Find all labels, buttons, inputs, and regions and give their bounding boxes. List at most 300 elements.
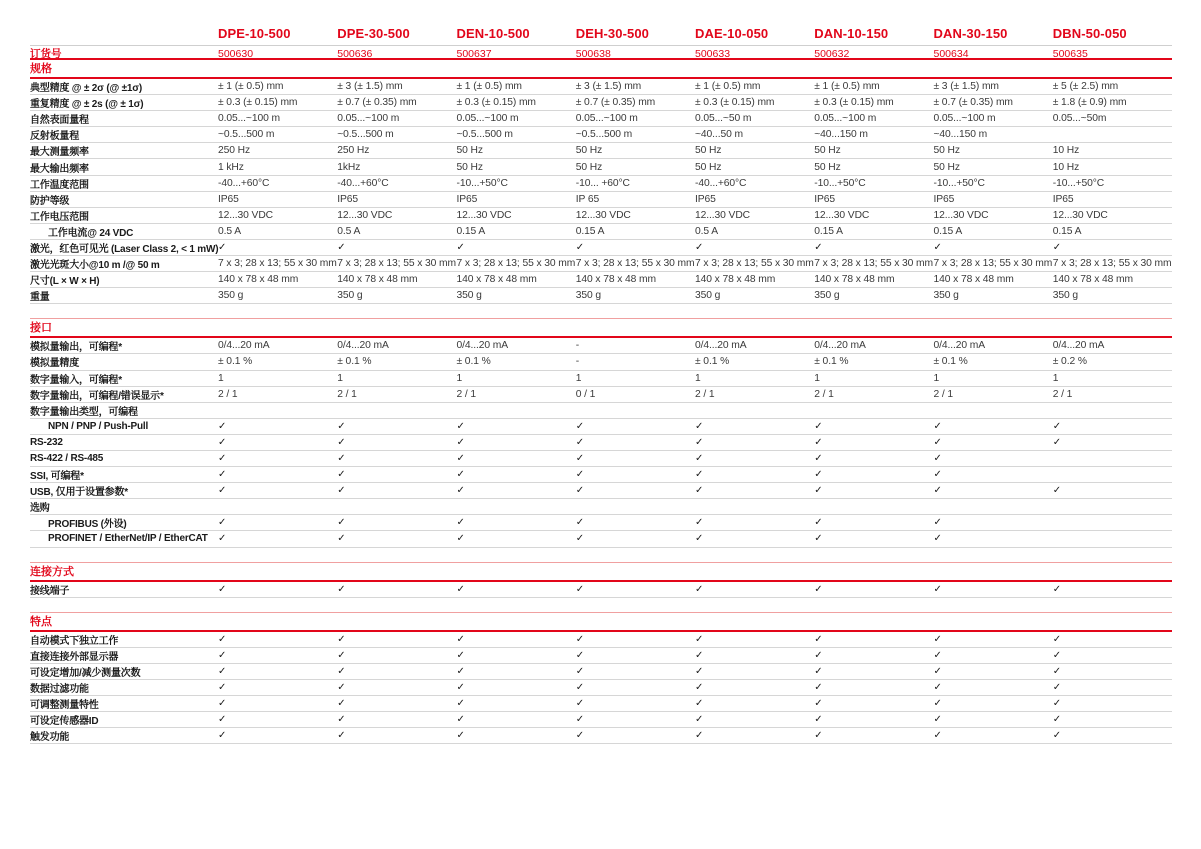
spec-comparison-table — [30, 26, 1172, 744]
check-icon: ✓ — [337, 485, 346, 497]
check-icon: ✓ — [814, 469, 823, 481]
check-icon: ✓ — [456, 485, 465, 497]
table-row — [30, 515, 1172, 531]
check-icon: ✓ — [1052, 241, 1062, 253]
check-icon: ✓ — [456, 583, 465, 595]
value-cell: 0.15 A — [1052, 225, 1082, 237]
check-icon: ✓ — [575, 485, 585, 497]
check-icon: ✓ — [456, 681, 465, 693]
check-icon: ✓ — [218, 485, 227, 497]
table-row — [30, 272, 1172, 288]
check-icon: ✓ — [337, 469, 346, 481]
table-row — [30, 680, 1172, 696]
check-icon: ✓ — [456, 453, 465, 465]
table-row — [30, 728, 1172, 744]
check-icon: ✓ — [218, 241, 227, 253]
check-icon: ✓ — [1052, 714, 1062, 726]
value-cell: 12...30 VDC — [1052, 209, 1108, 221]
value-cell: 50 Hz — [814, 161, 841, 173]
check-icon: ✓ — [337, 436, 346, 448]
product-name-header: DPE-30-500 — [337, 26, 410, 41]
value-cell: 350 g — [695, 290, 721, 302]
check-icon: ✓ — [337, 241, 346, 253]
check-icon: ✓ — [575, 583, 585, 595]
check-icon: ✓ — [695, 649, 704, 661]
value-cell: 12...30 VDC — [695, 209, 750, 221]
value-cell: ~0.5...500 m — [337, 129, 394, 141]
check-icon: ✓ — [814, 698, 823, 710]
table-row — [30, 419, 1172, 435]
order-number: 500636 — [337, 47, 373, 60]
value-cell: 250 Hz — [337, 145, 370, 157]
check-icon: ✓ — [575, 241, 585, 253]
check-icon: ✓ — [575, 420, 585, 432]
value-cell: 0.05...~50 m — [695, 113, 752, 125]
check-icon: ✓ — [1052, 681, 1062, 693]
value-cell: -10...+50°C — [814, 177, 866, 189]
check-icon: ✓ — [1052, 649, 1062, 661]
value-cell: 140 x 78 x 48 mm — [814, 274, 895, 286]
check-icon: ✓ — [1052, 633, 1062, 645]
value-cell: 1 — [456, 372, 463, 384]
value-cell: 0.15 A — [814, 225, 843, 237]
check-icon: ✓ — [575, 681, 585, 693]
check-icon: ✓ — [218, 533, 227, 545]
row-label: 接线端子 — [30, 585, 70, 597]
value-cell: 7 x 3; 28 x 13; 55 x 30 mm — [218, 258, 337, 270]
row-label: 数据过滤功能 — [30, 683, 89, 695]
check-icon: ✓ — [218, 583, 227, 595]
check-icon: ✓ — [1052, 665, 1062, 677]
value-cell: 0.05...~100 m — [218, 113, 280, 125]
check-icon: ✓ — [337, 730, 346, 742]
table-row — [30, 403, 1172, 419]
check-icon: ✓ — [695, 453, 704, 465]
value-cell: 7 x 3; 28 x 13; 55 x 30 mm — [814, 258, 933, 270]
value-cell: 350 g — [575, 290, 602, 302]
check-icon: ✓ — [814, 633, 823, 645]
value-cell: 10 Hz — [1052, 161, 1080, 173]
check-icon: ✓ — [1052, 485, 1062, 497]
value-cell: 50 Hz — [575, 145, 603, 157]
value-cell: -40...+60°C — [695, 177, 747, 189]
value-cell: 140 x 78 x 48 mm — [337, 274, 418, 286]
row-label: 工作电流@ 24 VDC — [48, 227, 134, 239]
value-cell: 0/4...20 mA — [695, 340, 747, 352]
row-label: 工作电压范围 — [30, 211, 89, 223]
order-number: 500630 — [218, 47, 254, 60]
check-icon: ✓ — [456, 730, 465, 742]
value-cell: ± 3 (± 1.5) mm — [933, 81, 999, 93]
value-cell: 140 x 78 x 48 mm — [1052, 274, 1133, 286]
value-cell: -10...+50°C — [1052, 177, 1105, 189]
table-row — [30, 176, 1172, 192]
product-name-header: DBN-50-050 — [1052, 26, 1127, 41]
value-cell: IP65 — [1052, 193, 1074, 205]
table-row — [30, 288, 1172, 304]
check-icon: ✓ — [456, 714, 465, 726]
value-cell: 350 g — [933, 290, 959, 302]
check-icon: ✓ — [575, 436, 585, 448]
row-label: 模拟量精度 — [30, 358, 79, 370]
value-cell: 1 — [695, 372, 701, 384]
value-cell: 12...30 VDC — [218, 209, 273, 221]
value-cell: 1 — [933, 372, 940, 384]
check-icon: ✓ — [933, 517, 942, 529]
check-icon: ✓ — [933, 469, 942, 481]
table-sections — [30, 60, 1172, 744]
check-icon: ✓ — [695, 517, 704, 529]
check-icon: ✓ — [695, 665, 704, 677]
row-label: 自然表面量程 — [30, 115, 89, 127]
check-icon: ✓ — [933, 583, 942, 595]
section-title: 连接方式 — [30, 563, 1172, 582]
value-cell: ± 0.7 (± 0.35) mm — [575, 97, 656, 109]
check-icon: ✓ — [337, 533, 346, 545]
value-cell: 0/4...20 mA — [337, 340, 389, 352]
check-icon: ✓ — [814, 436, 823, 448]
row-label: 激光光斑大小@10 m /@ 50 m — [30, 260, 160, 272]
value-cell: 1 — [1052, 372, 1059, 384]
value-cell: 7 x 3; 28 x 13; 55 x 30 mm — [456, 258, 576, 270]
check-icon: ✓ — [933, 730, 942, 742]
row-label: 典型精度 @ ± 2σ (@ ±1σ) — [30, 83, 143, 95]
row-label: 防护等级 — [30, 195, 70, 207]
check-icon: ✓ — [814, 420, 823, 432]
value-cell: 0/4...20 mA — [456, 340, 509, 352]
value-cell: 0.5 A — [218, 225, 241, 237]
table-row — [30, 111, 1172, 127]
value-cell: 1 — [337, 372, 343, 384]
check-icon: ✓ — [218, 681, 227, 693]
table-row — [30, 648, 1172, 664]
value-cell: ± 1 (± 0.5) mm — [456, 81, 522, 93]
check-icon: ✓ — [695, 485, 704, 497]
check-icon: ✓ — [337, 633, 346, 645]
value-cell: 350 g — [1052, 290, 1079, 302]
table-row — [30, 95, 1172, 111]
value-cell: ± 0.1 % — [933, 356, 968, 368]
value-cell: 50 Hz — [695, 161, 722, 173]
value-cell: 50 Hz — [456, 161, 483, 173]
check-icon: ✓ — [456, 533, 465, 545]
row-label: 反射板量程 — [30, 131, 79, 143]
value-cell: 0.05...~50m — [1052, 113, 1107, 125]
value-cell: 12...30 VDC — [456, 209, 512, 221]
table-row — [30, 696, 1172, 712]
value-cell: - — [575, 356, 580, 368]
row-label: USB, 仅用于设置参数* — [30, 487, 128, 499]
table-row — [30, 143, 1172, 159]
table-row — [30, 582, 1172, 598]
check-icon: ✓ — [814, 665, 823, 677]
check-icon: ✓ — [933, 633, 942, 645]
value-cell: 12...30 VDC — [337, 209, 393, 221]
check-icon: ✓ — [814, 649, 823, 661]
row-label: 选购 — [30, 503, 50, 515]
value-cell: -10...+50°C — [933, 177, 985, 189]
row-label: 最大输出频率 — [30, 163, 89, 175]
check-icon: ✓ — [695, 436, 704, 448]
value-cell: IP65 — [337, 193, 359, 205]
order-number: 500633 — [695, 47, 731, 60]
check-icon: ✓ — [575, 633, 585, 645]
check-icon: ✓ — [218, 730, 227, 742]
value-cell: 0/4...20 mA — [933, 340, 986, 352]
check-icon: ✓ — [814, 714, 823, 726]
section-title: 接口 — [30, 319, 1172, 338]
value-cell: 0.05...~100 m — [575, 113, 638, 125]
value-cell: 1 — [575, 372, 582, 384]
row-label: 可调整测量特性 — [30, 700, 99, 712]
value-cell: ± 3 (± 1.5) mm — [575, 81, 642, 93]
row-label: 可设定增加/减少测量次数 — [30, 667, 141, 679]
table-row — [30, 499, 1172, 515]
value-cell: 0.05...~100 m — [337, 113, 400, 125]
table-row — [30, 451, 1172, 467]
value-cell: ± 0.3 (± 0.15) mm — [218, 97, 298, 109]
value-cell: IP65 — [695, 193, 716, 205]
value-cell: 250 Hz — [218, 145, 251, 157]
check-icon: ✓ — [814, 583, 823, 595]
check-icon: ✓ — [575, 665, 585, 677]
check-icon: ✓ — [337, 681, 346, 693]
row-label: RS-232 — [30, 436, 63, 448]
value-cell: 0.05...~100 m — [933, 113, 996, 125]
check-icon: ✓ — [456, 698, 465, 710]
order-number: 500638 — [575, 47, 611, 60]
check-icon: ✓ — [933, 714, 942, 726]
order-number-row — [30, 45, 1172, 60]
row-label: 重复精度 @ ± 2s (@ ± 1σ) — [30, 99, 144, 111]
row-label: SSI, 可编程* — [30, 471, 84, 483]
value-cell: ± 5 (± 2.5) mm — [1052, 81, 1119, 93]
value-cell: 12...30 VDC — [933, 209, 989, 221]
check-icon: ✓ — [218, 517, 227, 529]
check-icon: ✓ — [814, 517, 823, 529]
value-cell: IP65 — [814, 193, 836, 205]
section-title: 特点 — [30, 613, 1172, 632]
check-icon: ✓ — [695, 681, 704, 693]
check-icon: ✓ — [456, 633, 465, 645]
row-label: 尺寸(L × W × H) — [30, 276, 100, 288]
check-icon: ✓ — [814, 533, 823, 545]
product-name-header: DEH-30-500 — [575, 26, 650, 41]
check-icon: ✓ — [337, 453, 346, 465]
value-cell: 50 Hz — [933, 161, 960, 173]
value-cell: 7 x 3; 28 x 13; 55 x 30 mm — [933, 258, 1053, 270]
table-row — [30, 256, 1172, 272]
value-cell: ± 0.3 (± 0.15) mm — [695, 97, 775, 109]
value-cell: ~40...150 m — [814, 129, 868, 141]
value-cell: ± 0.7 (± 0.35) mm — [933, 97, 1013, 109]
check-icon: ✓ — [337, 649, 346, 661]
value-cell: 2 / 1 — [218, 388, 238, 400]
value-cell: 12...30 VDC — [575, 209, 631, 221]
product-name-header: DPE-10-500 — [218, 26, 291, 41]
check-icon: ✓ — [575, 469, 585, 481]
check-icon: ✓ — [575, 517, 585, 529]
check-icon: ✓ — [1052, 730, 1062, 742]
product-name-header: DAN-10-150 — [814, 26, 889, 41]
order-number: 500637 — [456, 47, 492, 60]
order-number: 500632 — [814, 47, 850, 60]
check-icon: ✓ — [695, 698, 704, 710]
check-icon: ✓ — [218, 469, 227, 481]
check-icon: ✓ — [814, 453, 823, 465]
value-cell: 2 / 1 — [695, 388, 715, 400]
value-cell: ~40...50 m — [695, 129, 743, 141]
check-icon: ✓ — [218, 453, 227, 465]
table-row — [30, 531, 1172, 547]
check-icon: ✓ — [218, 665, 227, 677]
table-row — [30, 387, 1172, 403]
value-cell: 7 x 3; 28 x 13; 55 x 30 mm — [575, 258, 695, 270]
table-row — [30, 435, 1172, 451]
value-cell: ± 0.2 % — [1052, 356, 1087, 368]
value-cell: 7 x 3; 28 x 13; 55 x 30 mm — [695, 258, 814, 270]
table-row — [30, 664, 1172, 680]
check-icon: ✓ — [456, 517, 465, 529]
check-icon: ✓ — [933, 485, 942, 497]
value-cell: 0.05...~100 m — [814, 113, 877, 125]
value-cell: IP65 — [933, 193, 955, 205]
value-cell: -10...+50°C — [456, 177, 508, 189]
value-cell: ± 0.1 % — [456, 356, 491, 368]
value-cell: 0.5 A — [337, 225, 361, 237]
section-title: 规格 — [30, 60, 1172, 79]
value-cell: 50 Hz — [456, 145, 483, 157]
check-icon: ✓ — [933, 453, 942, 465]
value-cell: 50 Hz — [933, 145, 960, 157]
product-name-header: DAE-10-050 — [695, 26, 769, 41]
check-icon: ✓ — [933, 698, 942, 710]
row-label: 直接连接外部显示器 — [30, 651, 119, 663]
row-label: 数字量输出，可编程/错误显示* — [30, 390, 164, 402]
value-cell: IP65 — [456, 193, 478, 205]
row-label: NPN / PNP / Push-Pull — [48, 420, 149, 432]
value-cell: 140 x 78 x 48 mm — [695, 274, 776, 286]
value-cell: 1kHz — [337, 161, 361, 173]
check-icon: ✓ — [456, 241, 465, 253]
table-row — [30, 467, 1172, 483]
check-icon: ✓ — [575, 533, 585, 545]
table-row — [30, 79, 1172, 95]
check-icon: ✓ — [456, 665, 465, 677]
value-cell: 0/4...20 mA — [1052, 340, 1105, 352]
row-label: PROFINET / EtherNet/IP / EtherCAT — [48, 533, 208, 545]
value-cell: ± 0.3 (± 0.15) mm — [456, 97, 536, 109]
order-number-label: 订货号 — [30, 48, 62, 60]
row-label: PROFIBUS (外设) — [48, 519, 127, 531]
check-icon: ✓ — [695, 714, 704, 726]
table-row — [30, 240, 1172, 256]
value-cell: 0.05...~100 m — [456, 113, 519, 125]
value-cell: 50 Hz — [575, 161, 603, 173]
value-cell: ~0.5...500 m — [218, 129, 275, 141]
table-row — [30, 483, 1172, 499]
value-cell: 50 Hz — [695, 145, 722, 157]
value-cell: 350 g — [814, 290, 840, 302]
check-icon: ✓ — [695, 583, 704, 595]
row-label: 工作温度范围 — [30, 179, 89, 191]
table-row — [30, 338, 1172, 354]
order-number: 500634 — [933, 47, 969, 60]
check-icon: ✓ — [456, 436, 465, 448]
value-cell: 0.5 A — [695, 225, 718, 237]
product-name-header: DEN-10-500 — [456, 26, 530, 41]
product-header-row — [30, 26, 1172, 45]
value-cell: IP 65 — [575, 193, 600, 205]
value-cell: 140 x 78 x 48 mm — [218, 274, 299, 286]
value-cell: 350 g — [456, 290, 482, 302]
value-cell: 0.15 A — [575, 225, 605, 237]
check-icon: ✓ — [814, 485, 823, 497]
check-icon: ✓ — [575, 714, 585, 726]
row-label: 触发功能 — [30, 732, 70, 744]
check-icon: ✓ — [695, 533, 704, 545]
value-cell: 1 — [218, 372, 224, 384]
value-cell: 140 x 78 x 48 mm — [933, 274, 1014, 286]
table-row — [30, 208, 1172, 224]
table-row — [30, 712, 1172, 728]
value-cell: 140 x 78 x 48 mm — [456, 274, 537, 286]
value-cell: IP65 — [218, 193, 239, 205]
check-icon: ✓ — [695, 633, 704, 645]
check-icon: ✓ — [337, 420, 346, 432]
value-cell: 50 Hz — [814, 145, 841, 157]
row-label: 最大测量频率 — [30, 147, 89, 159]
check-icon: ✓ — [1052, 698, 1062, 710]
check-icon: ✓ — [337, 517, 346, 529]
value-cell: 140 x 78 x 48 mm — [575, 274, 656, 286]
check-icon: ✓ — [814, 681, 823, 693]
value-cell: 2 / 1 — [933, 388, 954, 400]
row-label: 模拟量输出，可编程* — [30, 342, 122, 354]
value-cell: 350 g — [218, 290, 244, 302]
check-icon: ✓ — [933, 436, 942, 448]
check-icon: ✓ — [1052, 436, 1062, 448]
value-cell: 0 / 1 — [575, 388, 596, 400]
check-icon: ✓ — [456, 649, 465, 661]
row-label: 可设定传感器ID — [30, 716, 99, 728]
value-cell: 1 — [814, 372, 820, 384]
value-cell: 7 x 3; 28 x 13; 55 x 30 mm — [337, 258, 456, 270]
value-cell: 12...30 VDC — [814, 209, 870, 221]
value-cell: ± 0.1 % — [814, 356, 849, 368]
table-row — [30, 371, 1172, 387]
value-cell: 0.15 A — [933, 225, 963, 237]
value-cell: 1 kHz — [218, 161, 244, 173]
check-icon: ✓ — [456, 420, 465, 432]
row-label: RS-422 / RS-485 — [30, 453, 104, 465]
table-row — [30, 224, 1172, 240]
value-cell: ± 0.1 % — [695, 356, 730, 368]
section — [30, 60, 1172, 304]
check-icon: ✓ — [695, 420, 704, 432]
order-number: 500635 — [1052, 47, 1088, 60]
check-icon: ✓ — [814, 241, 823, 253]
check-icon: ✓ — [933, 420, 942, 432]
row-label: 数字量输出类型，可编程 — [30, 406, 138, 418]
value-cell: - — [575, 340, 580, 352]
check-icon: ✓ — [337, 665, 346, 677]
table-row — [30, 127, 1172, 143]
value-cell: ± 3 (± 1.5) mm — [337, 81, 403, 93]
check-icon: ✓ — [218, 436, 227, 448]
value-cell: 7 x 3; 28 x 13; 55 x 30 mm — [1052, 258, 1172, 270]
check-icon: ✓ — [218, 698, 227, 710]
